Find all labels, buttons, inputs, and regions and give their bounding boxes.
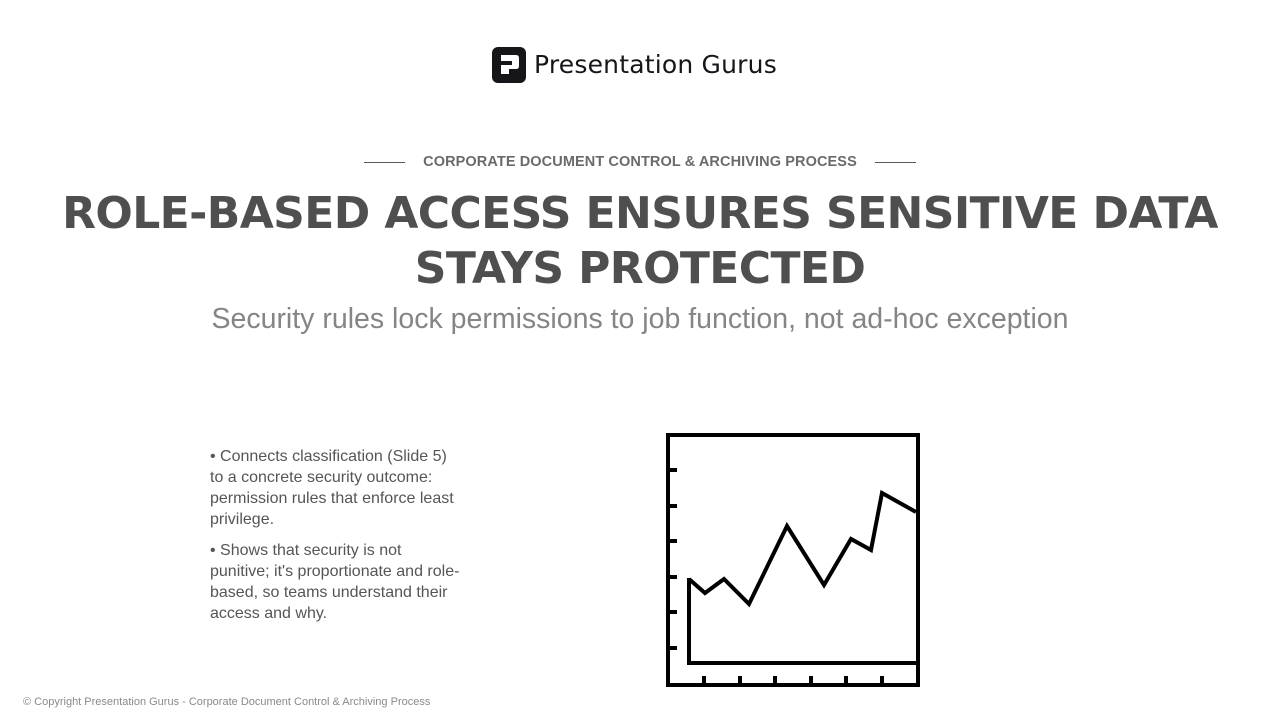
eyebrow-text: CORPORATE DOCUMENT CONTROL & ARCHIVING PROCESS: [423, 154, 857, 170]
brand-name: Presentation Gurus: [534, 50, 777, 79]
footer-copyright: © Copyright Presentation Gurus - Corporate Document Control & Archiving Process: [23, 696, 431, 708]
line-chart-icon: [665, 432, 921, 688]
brand-logo: [492, 47, 777, 83]
note-item: • Connects classification (Slide 5) to a concrete security outcome: permission rules that enforce least privilege.: [210, 448, 454, 528]
eyebrow-right-rule: [875, 162, 916, 163]
section-eyebrow: [0, 152, 1280, 172]
slide-headline: ROLE-BASED ACCESS ENSURES SENSITIVE DATA STAYS PROTECTED: [62, 188, 1218, 294]
note-item: • Shows that security is not punitive; it's proportionate and role-based, so teams understand their access and why.: [210, 542, 460, 622]
eyebrow-left-rule: [364, 162, 405, 163]
notes-list: [210, 446, 460, 634]
slide-subhead: Security rules lock permissions to job function, not ad-hoc exception: [211, 303, 1069, 335]
presentation-gurus-logo-icon: [492, 47, 526, 83]
